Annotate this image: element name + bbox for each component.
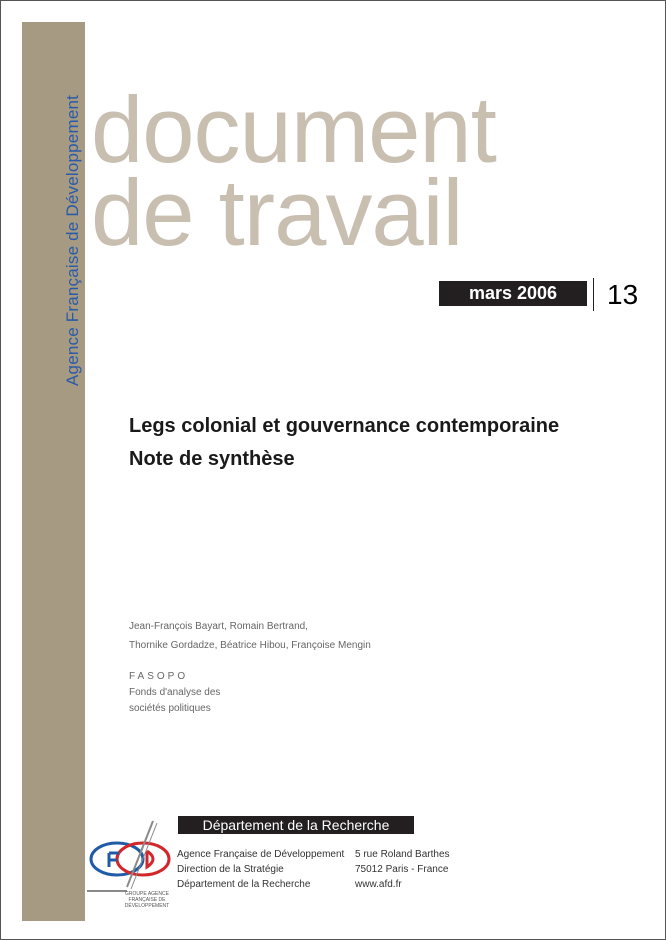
agency-vertical-label: Agence Française de Développement xyxy=(63,94,82,386)
issue-date: mars 2006 xyxy=(439,281,587,306)
department-banner: Département de la Recherche xyxy=(178,816,414,834)
authors-line-1: Jean-François Bayart, Romain Bertrand, xyxy=(129,621,308,632)
org-line-2: Direction de la Stratégie xyxy=(177,864,284,875)
fasopo-line-2: sociétés politiques xyxy=(129,703,211,714)
organization-lines xyxy=(177,847,344,892)
logo-text-line-2: FRANÇAISE DE xyxy=(128,897,166,903)
logo-text-line-3: DÉVELOPPEMENT xyxy=(124,903,170,909)
authors xyxy=(129,617,371,655)
address-lines xyxy=(355,847,450,892)
authors-line-2: Thornike Gordadze, Béatrice Hibou, Françoise Mengin xyxy=(129,640,371,651)
title-line-document: document xyxy=(91,77,496,182)
fasopo-abbr: FASOPO xyxy=(129,671,189,682)
fasopo-block xyxy=(129,669,220,717)
issue-number: 13 xyxy=(607,279,639,310)
document-subtitle xyxy=(129,410,559,476)
org-line-3: Département de la Recherche xyxy=(177,879,311,890)
address-line-2: 75012 Paris - France xyxy=(355,864,449,875)
title-line-de-travail: de travail xyxy=(91,160,463,265)
fasopo-line-1: Fonds d'analyse des xyxy=(129,687,221,698)
issue-separator xyxy=(593,278,594,311)
website-link[interactable]: www.afd.fr xyxy=(355,879,402,890)
logo-text-line-1: GROUPE AGENCE xyxy=(125,891,169,897)
address-line-1: 5 rue Roland Barthes xyxy=(355,849,450,860)
subtitle-line-2: Note de synthèse xyxy=(129,448,295,470)
org-line-1: Agence Française de Développement xyxy=(177,849,345,860)
afd-logo xyxy=(87,817,179,913)
subtitle-line-1: Legs colonial et gouvernance contemporaine xyxy=(129,415,560,437)
